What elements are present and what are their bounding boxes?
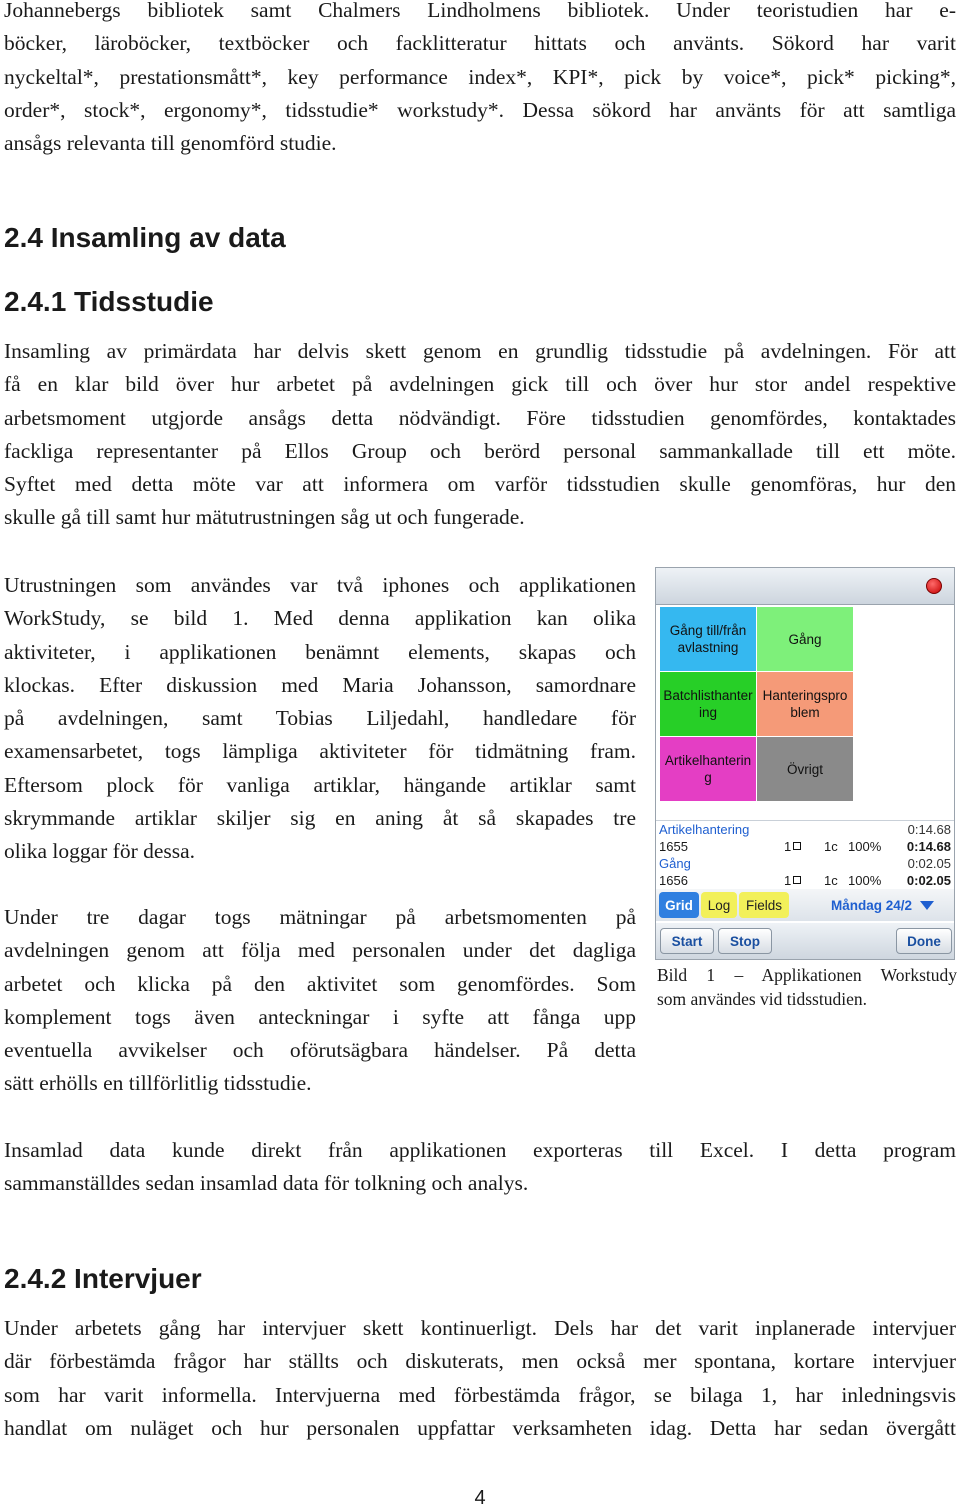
text-line: Syftet med detta möte var att informera om varför tidsstudien skulle genomföras, hur den [4,472,956,497]
text-line: arbetsmoment utgjorde ansågs detta nödvändigt. Före tidsstudien genomfördes, kontaktades [4,405,956,430]
tab-label: Log [707,897,731,913]
text-line: eventuella avvikelser och oförutsägbara händelser. På detta [4,1038,636,1063]
log-pct: 100% [848,839,882,854]
tile-gang[interactable] [757,607,853,671]
text-line: arbetet och klicka på den aktivitet som genomfördes. Som [4,971,636,996]
note-icon [793,876,801,884]
caption-line: Bild 1 – Applikationen Workstudy [657,965,957,985]
text-line: skulle gå till samt hur mätutrustningen såg ut och fungerade. [4,505,525,530]
page-number: 4 [474,1487,486,1509]
text-line: sammanställdes sedan insamlad data för tolkning och analys. [4,1171,529,1196]
log-c: 1c [824,873,838,888]
text-line: Eftersom plock för vanliga artiklar, hängande artiklar samt [4,772,636,797]
tab-log[interactable] [701,892,737,918]
text-line: Johannebergs bibliotek samt Chalmers Lindholmens bibliotek. Under teoristudien har e- [4,0,956,22]
excel-paragraph [4,1134,956,1201]
tidsstudie-paragraph [4,335,956,535]
tile-label: Gång [788,631,822,647]
text-line: klockas. Efter diskussion med Maria Johansson, samordnare [4,672,636,697]
text-line: som har varit informella. Intervjuerna med förbestämda frågor, se bilaga 1, har inledningsvis [4,1382,956,1407]
log-count: 1 [784,873,792,888]
button-label: Stop [730,933,760,949]
tile-label: Hanteringsproblem [762,688,848,720]
text-line: där förbestämda frågor har ställts och diskuterats, men också mer spontana, kortare intervjuer [4,1349,956,1374]
text-line: aktiviteter, i applikationen benämnt elements, skapas och [4,639,636,664]
tab-bar [656,889,954,921]
heading-2-4-1: 2.4.1 Tidsstudie [4,286,214,317]
intervjuer-paragraph [4,1312,956,1445]
heading-2-4: 2.4 Insamling av data [4,222,286,253]
stop-button[interactable] [718,928,772,954]
tile-label: Övrigt [786,761,823,777]
button-label: Done [907,933,941,949]
text-line: Under arbetets gång har intervjuer skett kontinuerligt. Dels har det varit inplanerade intervjuer [4,1316,956,1340]
log-row-detail[interactable] [656,838,954,855]
heading-2-4-2: 2.4.2 Intervjuer [4,1263,202,1294]
log-count: 1 [784,839,792,854]
text-line: sätt erhölls en tillförlitlig tidsstudie. [4,1071,312,1096]
text-line: fackliga representanter på Ellos Group och berörd personal sammankallade till ett möte. [4,438,956,463]
text-line: Insamlad data kunde direkt från applikationen exporteras till Excel. I detta program [4,1138,956,1162]
text-line: Insamling av primärdata har delvis skett genom en grundlig tidsstudie på avdelningen. För att [4,339,956,363]
text-line: Utrustningen som användes var två iphones och applikationen [4,573,636,597]
control-bar [656,923,954,960]
day-selector[interactable] [831,892,953,918]
intro-paragraph [4,0,956,160]
text-line: nyckeltal*, prestationsmått*, key performance index*, KPI*, pick by voice*, pick* picking*, [4,64,956,89]
done-button[interactable] [896,928,952,954]
text-line: komplement togs även anteckningar i syfte att fånga upp [4,1004,636,1029]
tile-label: Batchlisthantering [663,688,753,720]
text-line: order*, stock*, ergonomy*, tidsstudie* workstudy*. Dessa sökord har använts för att samtliga [4,97,956,122]
log-activity-name: Artikelhantering [659,822,750,837]
text-line: examensarbetet, togs lämpliga aktiviteter för tidmätning fram. [4,739,636,764]
text-line: avdelningen genom att följa med personalen under det dagliga [4,938,636,963]
tile-gang-till-fran-avlastning[interactable] [660,607,756,671]
matningar-paragraph [4,901,636,1101]
log-row-activity[interactable] [656,855,954,872]
tile-label: Gång till/från avlastning [669,623,747,655]
note-icon [793,842,801,850]
record-icon[interactable] [926,578,942,594]
tab-fields[interactable] [739,892,789,918]
figure-caption [657,963,957,1011]
log-pct: 100% [848,873,882,888]
utrustning-paragraph [4,569,636,869]
workstudy-app-figure [655,567,955,960]
tile-ovrigt[interactable] [757,737,853,801]
log-list [656,820,954,890]
text-line: ansågs relevanta till genomförd studie. [4,131,337,156]
tab-grid[interactable] [659,892,699,918]
tile-hanteringsproblem[interactable] [757,672,853,736]
dropdown-triangle-icon [920,901,934,910]
log-id: 1655 [659,839,688,854]
text-line: Under tre dagar togs mätningar på arbetsmomenten på [4,905,636,929]
tile-artikelhantering[interactable] [660,737,756,801]
tab-label: Fields [745,897,782,913]
text-line: olika loggar för dessa. [4,839,196,864]
log-time: 0:14.68 [907,822,951,837]
text-line: WorkStudy, se bild 1. Med denna applikation kan olika [4,606,636,631]
text-line: böcker, läroböcker, textböcker och facklitteratur hittats och använts. Sökord har varit [4,31,956,56]
tab-label: Grid [665,897,693,913]
text-line: få en klar bild över hur arbetet på avdelningen gick till och över hur stor andel respektive [4,372,956,397]
tile-label: Artikelhantering [664,753,752,785]
button-label: Start [671,933,703,949]
app-top-bar [656,568,954,605]
text-line: handlat om nuläget och hur personalen uppfattar verksamheten idag. Detta har sedan övergått [4,1415,956,1440]
log-time: 0:14.68 [906,839,951,854]
log-time: 0:02.05 [906,873,951,888]
log-time: 0:02.05 [907,856,951,871]
log-c: 1c [824,839,838,854]
tile-batchlisthantering[interactable] [660,672,756,736]
caption-line: som användes vid tidsstudien. [657,989,867,1009]
log-activity-name: Gång [659,856,691,871]
log-id: 1656 [659,873,688,888]
start-button[interactable] [660,928,714,954]
log-row-activity[interactable] [656,821,954,838]
text-line: skrymmande artiklar skiljer sig en aning åt så skapades tre [4,806,636,831]
text-line: på avdelningen, samt Tobias Liljedahl, handledare för [4,706,636,731]
day-label: Måndag 24/2 [831,897,913,913]
log-row-detail[interactable] [656,872,954,889]
